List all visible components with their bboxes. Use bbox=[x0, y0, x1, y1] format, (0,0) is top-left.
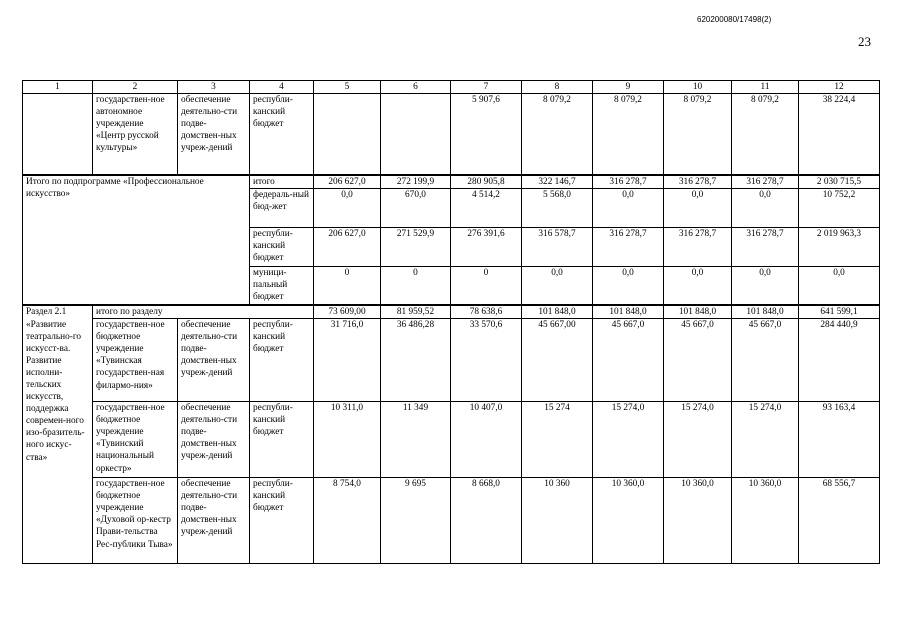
value-cell: 10 360,0 bbox=[664, 478, 732, 564]
value-cell: 8 079,2 bbox=[522, 94, 593, 175]
section-total-row bbox=[23, 305, 880, 319]
value-cell: 0,0 bbox=[522, 266, 593, 305]
column-number-row bbox=[23, 81, 880, 94]
column-number: 8 bbox=[522, 81, 593, 94]
value-cell bbox=[314, 94, 381, 175]
value-cell: 316 278,7 bbox=[664, 227, 732, 266]
value-cell: 8 079,2 bbox=[664, 94, 732, 175]
source-cell: республи-канский бюджет bbox=[250, 478, 314, 564]
page-number: 23 bbox=[858, 34, 871, 49]
value-cell: 10 311,0 bbox=[314, 402, 381, 478]
column-number: 5 bbox=[314, 81, 381, 94]
value-cell: 316 278,7 bbox=[593, 227, 664, 266]
value-cell: 81 959,52 bbox=[381, 305, 451, 319]
budget-table bbox=[22, 80, 880, 564]
value-cell: 0 bbox=[451, 266, 522, 305]
value-cell: 11 349 bbox=[381, 402, 451, 478]
value-cell: 15 274,0 bbox=[732, 402, 799, 478]
executor-cell: государствен-ное бюджетное учреждение «Духовой ор-кестр Прави-тельства Рес-публики Тыва» bbox=[93, 478, 178, 564]
value-cell: 45 667,00 bbox=[522, 319, 593, 402]
value-cell: 272 199,9 bbox=[381, 175, 451, 189]
goal-cell: обеспечение деятельно-сти подве-домствен-ных учреж-дений bbox=[178, 478, 250, 564]
value-cell: 284 440,9 bbox=[799, 319, 880, 402]
subtotal-row bbox=[23, 175, 880, 189]
value-cell: 45 667,0 bbox=[664, 319, 732, 402]
value-cell: 38 224,4 bbox=[799, 94, 880, 175]
column-number: 3 bbox=[178, 81, 250, 94]
source-cell: республи-канский бюджет bbox=[250, 94, 314, 175]
value-cell: 276 391,6 bbox=[451, 227, 522, 266]
value-cell: 101 848,0 bbox=[664, 305, 732, 319]
column-number: 9 bbox=[593, 81, 664, 94]
column-number: 12 bbox=[799, 81, 880, 94]
goal-cell: обеспечение деятельно-сти подве-домствен-ных учреж-дений bbox=[178, 319, 250, 402]
column-number: 11 bbox=[732, 81, 799, 94]
value-cell: 316 278,7 bbox=[732, 227, 799, 266]
value-cell: 101 848,0 bbox=[593, 305, 664, 319]
value-cell: 73 609,00 bbox=[314, 305, 381, 319]
value-cell: 316 578,7 bbox=[522, 227, 593, 266]
value-cell: 2 019 963,3 bbox=[799, 227, 880, 266]
value-cell: 31 716,0 bbox=[314, 319, 381, 402]
section-cell bbox=[23, 94, 93, 175]
value-cell: 0 bbox=[314, 266, 381, 305]
value-cell: 78 638,6 bbox=[451, 305, 522, 319]
value-cell: 0,0 bbox=[732, 266, 799, 305]
value-cell: 271 529,9 bbox=[381, 227, 451, 266]
executor-cell: государствен-ное бюджетное учреждение «Тувинский национальный оркестр» bbox=[93, 402, 178, 478]
value-cell: 670,0 bbox=[381, 188, 451, 227]
source-cell: республи-канский бюджет bbox=[250, 319, 314, 402]
value-cell: 15 274 bbox=[522, 402, 593, 478]
value-cell: 10 360,0 bbox=[593, 478, 664, 564]
source-cell: итого bbox=[250, 175, 314, 189]
value-cell: 15 274,0 bbox=[593, 402, 664, 478]
value-cell: 0 bbox=[381, 266, 451, 305]
column-number: 10 bbox=[664, 81, 732, 94]
value-cell: 8 754,0 bbox=[314, 478, 381, 564]
value-cell: 0,0 bbox=[664, 266, 732, 305]
column-number: 2 bbox=[93, 81, 178, 94]
source-cell: республи-канский бюджет bbox=[250, 402, 314, 478]
value-cell: 4 514,2 bbox=[451, 188, 522, 227]
value-cell: 0,0 bbox=[732, 188, 799, 227]
column-number: 7 bbox=[451, 81, 522, 94]
goal-cell: обеспечение деятельно-сти подве-домствен-ных учреж-дений bbox=[178, 402, 250, 478]
value-cell: 322 146,7 bbox=[522, 175, 593, 189]
value-cell: 316 278,7 bbox=[732, 175, 799, 189]
column-number: 4 bbox=[250, 81, 314, 94]
value-cell: 93 163,4 bbox=[799, 402, 880, 478]
value-cell: 8 079,2 bbox=[732, 94, 799, 175]
value-cell: 101 848,0 bbox=[522, 305, 593, 319]
document-id: 620200080/17498(2) bbox=[697, 15, 772, 24]
section-id: Раздел 2.1 bbox=[23, 305, 93, 319]
value-cell: 0,0 bbox=[314, 188, 381, 227]
value-cell: 316 278,7 bbox=[593, 175, 664, 189]
goal-cell: обеспечение деятельно-сти подве-домствен-ных учреж-дений bbox=[178, 94, 250, 175]
value-cell: 2 030 715,5 bbox=[799, 175, 880, 189]
source-cell: республи-канский бюджет bbox=[250, 227, 314, 266]
value-cell: 641 599,1 bbox=[799, 305, 880, 319]
value-cell: 8 668,0 bbox=[451, 478, 522, 564]
value-cell: 0,0 bbox=[593, 266, 664, 305]
value-cell: 45 667,0 bbox=[593, 319, 664, 402]
value-cell: 8 079,2 bbox=[593, 94, 664, 175]
value-cell: 5 907,6 bbox=[451, 94, 522, 175]
value-cell bbox=[381, 94, 451, 175]
value-cell: 36 486,28 bbox=[381, 319, 451, 402]
value-cell: 15 274,0 bbox=[664, 402, 732, 478]
source-cell: федераль-ный бюд-жет bbox=[250, 188, 314, 227]
subtotal-label: Итого по подпрограмме «Профессиональное искусство» bbox=[23, 175, 250, 306]
value-cell: 101 848,0 bbox=[732, 305, 799, 319]
section-title: «Развитие театрально-го искусст-ва. Развитие исполни-тельских искусств, поддержка современ-ного изо-бразитель-ного искус-ства» bbox=[23, 319, 93, 564]
value-cell: 206 627,0 bbox=[314, 227, 381, 266]
value-cell: 10 407,0 bbox=[451, 402, 522, 478]
value-cell: 10 360 bbox=[522, 478, 593, 564]
value-cell: 0,0 bbox=[799, 266, 880, 305]
value-cell: 9 695 bbox=[381, 478, 451, 564]
value-cell: 5 568,0 bbox=[522, 188, 593, 227]
value-cell: 68 556,7 bbox=[799, 478, 880, 564]
table-row bbox=[23, 402, 880, 478]
column-number: 1 bbox=[23, 81, 93, 94]
source-cell: муници-пальный бюджет bbox=[250, 266, 314, 305]
executor-cell: государствен-ное автономное учреждение «Центр русской культуры» bbox=[93, 94, 178, 175]
value-cell: 0,0 bbox=[664, 188, 732, 227]
value-cell: 45 667,0 bbox=[732, 319, 799, 402]
section-total-label: итого по разделу bbox=[93, 305, 314, 319]
column-number: 6 bbox=[381, 81, 451, 94]
executor-cell: государствен-ное бюджетное учреждение «Тувинская государствен-ная филармо-ния» bbox=[93, 319, 178, 402]
table-row bbox=[23, 319, 880, 402]
value-cell: 10 752,2 bbox=[799, 188, 880, 227]
value-cell: 33 570,6 bbox=[451, 319, 522, 402]
value-cell: 280 905,8 bbox=[451, 175, 522, 189]
value-cell: 0,0 bbox=[593, 188, 664, 227]
table-row bbox=[23, 478, 880, 564]
value-cell: 206 627,0 bbox=[314, 175, 381, 189]
table-row bbox=[23, 94, 880, 175]
value-cell: 10 360,0 bbox=[732, 478, 799, 564]
value-cell: 316 278,7 bbox=[664, 175, 732, 189]
